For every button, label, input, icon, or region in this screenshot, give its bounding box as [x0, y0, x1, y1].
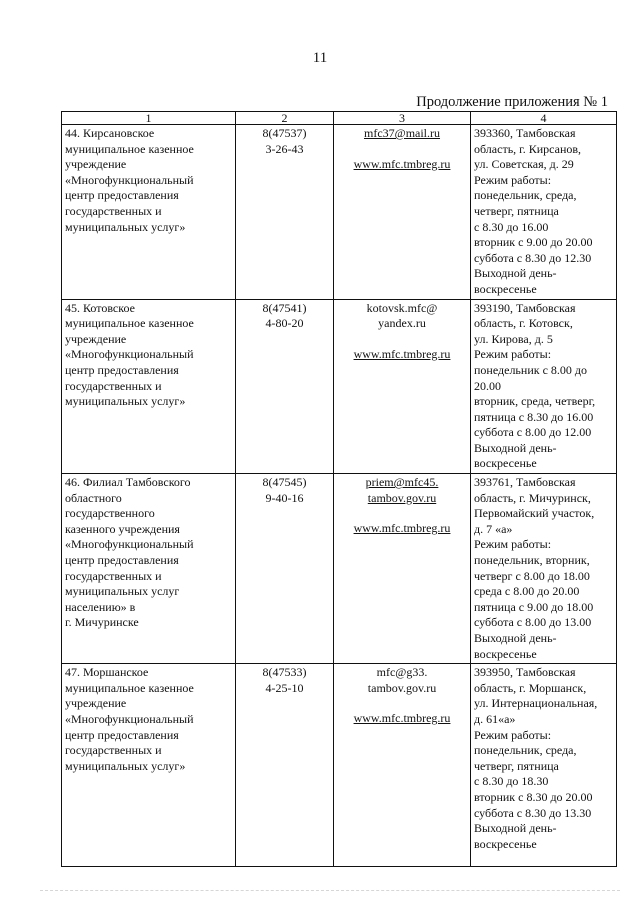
institution-name: 46. Филиал Тамбовского областного государственного казенного учреждения «Многофункциональный центр предоставления государственных и муниципальных услуг населению» в г. Мичуринске [65, 475, 194, 630]
institution-name: 45. Котовское муниципальное казенное учреждение «Многофункциональный центр предоставления государственных и муниципальных услуг» [65, 300, 194, 409]
address-cell [471, 125, 617, 300]
column-header-1: 1 [62, 112, 236, 125]
scan-artifact-line [40, 890, 620, 897]
email-text: kotovsk.mfc@ yandex.ru [366, 300, 438, 331]
phone-number: 8(47541) 4-80-20 [262, 300, 307, 331]
email-link[interactable]: mfc37@mail.ru [363, 126, 441, 140]
email-link[interactable]: priem@mfc45. tambov.gov.ru [365, 475, 439, 505]
website-link[interactable]: www.mfc.tmbreg.ru [353, 711, 451, 726]
table-row [62, 125, 617, 300]
website-link[interactable]: www.mfc.tmbreg.ru [353, 346, 451, 361]
contact-spacer [337, 696, 467, 711]
address-cell [471, 474, 617, 664]
contact-spacer [337, 506, 467, 521]
institution-cell [62, 664, 236, 867]
contacts-cell [334, 664, 471, 867]
page-number: 11 [312, 50, 328, 66]
contacts-cell [334, 125, 471, 300]
phone-number: 8(47533) 4-25-10 [262, 665, 307, 695]
institution-name: 44. Кирсановское муниципальное казенное учреждение «Многофункциональный центр предоставления государственных и муниципальных услуг» [65, 126, 194, 234]
address-cell [471, 664, 617, 867]
website-link[interactable]: www.mfc.tmbreg.ru [353, 156, 451, 171]
table-row [62, 664, 617, 867]
appendix-title: Продолжение приложения № 1 [416, 94, 608, 110]
phone-cell [236, 474, 334, 664]
contacts-cell [334, 474, 471, 664]
phone-cell [236, 125, 334, 300]
table-row [62, 299, 617, 474]
column-header-4: 4 [471, 112, 617, 125]
institution-cell [62, 474, 236, 664]
address-cell [471, 299, 617, 474]
column-number-row [62, 112, 617, 125]
institutions-table [61, 111, 617, 867]
table-row [62, 474, 617, 664]
phone-number: 8(47545) 9-40-16 [262, 475, 307, 505]
phone-cell [236, 664, 334, 867]
address-schedule: 393360, Тамбовская область, г. Кирсанов, ул. Советская, д. 29 Режим работы: понедельник, среда, четверг, пятница с 8.30 до 16.00 вторник с 9.00 до 20.00 суббота с 8.30 до 12.30 Выходной день- воскресенье [474, 126, 593, 296]
email-text: mfc@g33. tambov.gov.ru [367, 665, 437, 695]
address-schedule: 393950, Тамбовская область, г. Моршанск, ул. Интернациональная, д. 61«а» Режим работы: понедельник, среда, четверг, пятница с 8.30 до 18.30 вторник с 8.30 до 20.00 суббота с 8.30 до 13.30 Выходной день- воскресенье [474, 665, 598, 851]
institution-name: 47. Моршанское муниципальное казенное учреждение «Многофункциональный центр предоставления государственных и муниципальных услуг» [65, 665, 194, 773]
phone-cell [236, 299, 334, 474]
contacts-cell [334, 299, 471, 474]
column-header-3: 3 [334, 112, 471, 125]
website-link[interactable]: www.mfc.tmbreg.ru [353, 521, 451, 536]
contact-spacer [337, 142, 467, 157]
institution-cell [62, 299, 236, 474]
phone-number: 8(47537) 3-26-43 [262, 126, 307, 156]
contact-spacer [337, 332, 467, 347]
column-header-2: 2 [236, 112, 334, 125]
address-schedule: 393190, Тамбовская область, г. Котовск, ул. Кирова, д. 5 Режим работы: понедельник с 8.00 до 20.00 вторник, среда, четверг, пятница с 8.30 до 16.00 суббота с 8.00 до 12.00 Выходной день- воскресенье [474, 300, 596, 471]
address-schedule: 393761, Тамбовская область, г. Мичуринск, Первомайский участок, д. 7 «а» Режим работы: понедельник, вторник, четверг с 8.00 до 18.00 среда с 8.00 до 20.00 пятница с 9.00 до 18.00 суббота с 8.00 до 13.00 Выходной день- воскресенье [474, 475, 595, 661]
institution-cell [62, 125, 236, 300]
